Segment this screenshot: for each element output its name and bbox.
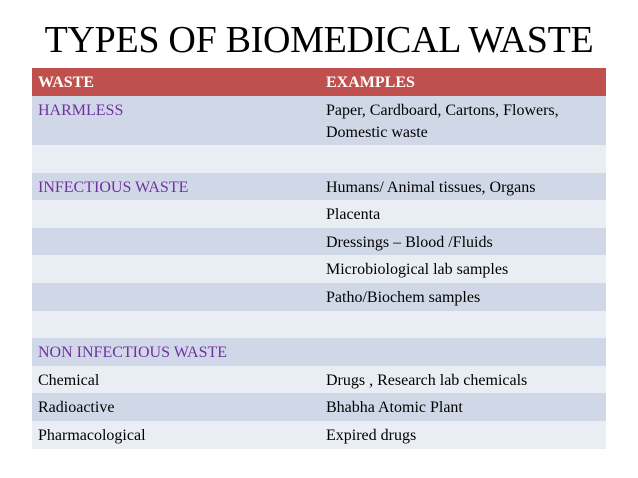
example-cell: Dressings – Blood /Fluids	[326, 233, 493, 251]
table-row	[32, 421, 606, 449]
example-cell: Expired drugs	[326, 426, 417, 444]
waste-types-table	[32, 68, 606, 449]
header-examples: EXAMPLES	[326, 74, 415, 91]
waste-cell	[32, 283, 319, 311]
example-cell: Paper, Cardboard, Cartons, Flowers, Domestic waste	[326, 102, 559, 141]
table-row	[32, 393, 606, 421]
waste-cell: HARMLESS	[38, 102, 124, 119]
example-cell: Patho/Biochem samples	[326, 288, 481, 306]
example-cell: Humans/ Animal tissues, Organs	[326, 178, 536, 196]
waste-cell: Chemical	[38, 371, 100, 389]
waste-cell	[32, 228, 319, 256]
header-waste: WASTE	[38, 74, 95, 91]
table-row	[32, 200, 606, 228]
table-row	[32, 96, 606, 145]
table-row	[32, 145, 606, 173]
table-row	[32, 338, 606, 366]
waste-cell: Pharmacological	[38, 426, 146, 444]
waste-cell: Radioactive	[38, 399, 115, 417]
table-row	[32, 366, 606, 394]
waste-cell: NON INFECTIOUS WASTE	[38, 344, 228, 362]
table-row	[32, 283, 606, 311]
table-header-row	[32, 68, 606, 96]
example-cell	[319, 145, 606, 173]
table-row	[32, 311, 606, 339]
slide-title: TYPES OF BIOMEDICAL WASTE	[44, 19, 594, 61]
waste-cell: INFECTIOUS WASTE	[38, 178, 189, 196]
waste-cell	[32, 200, 319, 228]
waste-cell	[32, 255, 319, 283]
waste-cell	[32, 145, 319, 173]
example-cell	[319, 311, 606, 339]
example-cell: Drugs , Research lab chemicals	[326, 371, 528, 389]
example-cell: Placenta	[326, 206, 381, 224]
example-cell	[319, 338, 606, 366]
table-row	[32, 255, 606, 283]
table-row	[32, 173, 606, 201]
example-cell: Microbiological lab samples	[326, 261, 509, 279]
table-row	[32, 228, 606, 256]
example-cell: Bhabha Atomic Plant	[326, 399, 463, 417]
waste-cell	[32, 311, 319, 339]
